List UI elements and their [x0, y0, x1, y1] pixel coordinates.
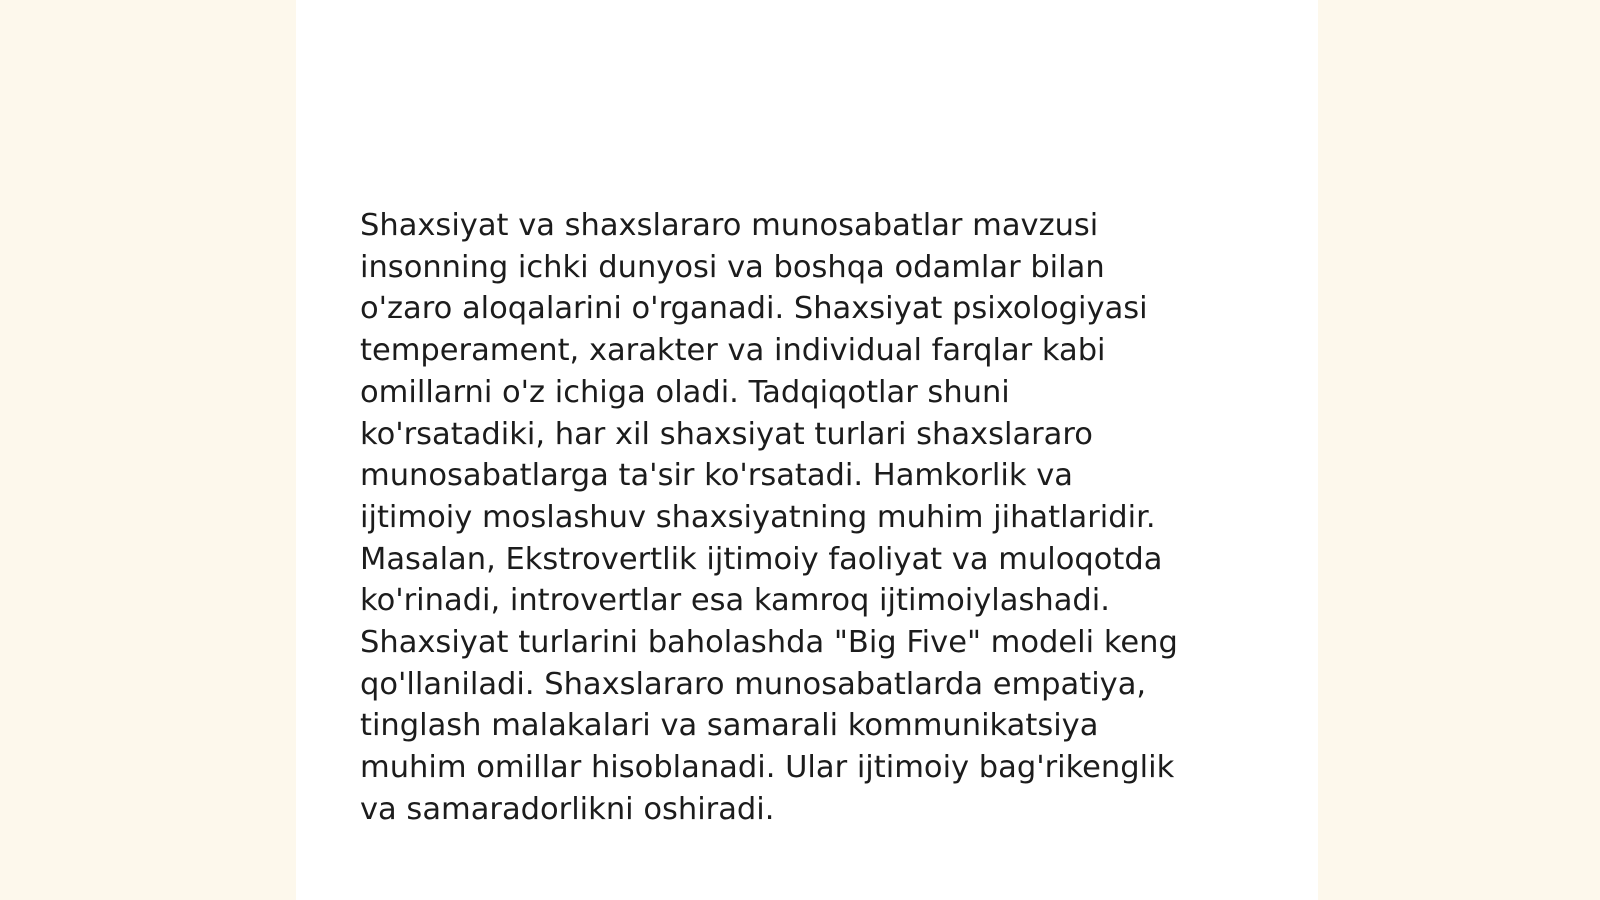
paragraph-line: Shaxsiyat va shaxslararo munosabatlar mavzusi — [360, 208, 1099, 243]
paragraph-line: ko'rsatadiki, har xil shaxsiyat turlari shaxslararo — [360, 416, 1093, 452]
paragraph-line: insonning ichki dunyosi va boshqa odamlar bilan — [360, 249, 1105, 285]
paragraph-line: ijtimoiy moslashuv shaxsiyatning muhim jihatlaridir. — [360, 499, 1156, 535]
paragraph-line: o'zaro aloqalarini o'rganadi. Shaxsiyat psixologiyasi — [360, 291, 1148, 327]
paragraph-line: va samaradorlikni oshiradi. — [360, 791, 775, 827]
paragraph-line: munosabatlarga ta'sir ko'rsatadi. Hamkorlik va — [360, 458, 1073, 494]
paragraph-line: ko'rinadi, introvertlar esa kamroq ijtimoiylashadi. — [360, 583, 1110, 619]
paragraph-line: omillarni o'z ichiga oladi. Tadqiqotlar shuni — [360, 374, 1010, 410]
slide-panel — [296, 0, 1318, 900]
paragraph-line: tinglash malakalari va samarali kommunikatsiya — [360, 708, 1099, 744]
body-paragraph — [360, 205, 1250, 831]
paragraph-line: Shaxsiyat turlarini baholashda "Big Five" modeli keng — [360, 625, 1178, 661]
paragraph-line: muhim omillar hisoblanadi. Ular ijtimoiy bag'rikenglik — [360, 750, 1175, 786]
paragraph-line: Masalan, Ekstrovertlik ijtimoiy faoliyat va muloqotda — [360, 541, 1163, 577]
paragraph-line: temperament, xarakter va individual farqlar kabi — [360, 333, 1106, 369]
paragraph-line: qo'llaniladi. Shaxslararo munosabatlarda empatiya, — [360, 666, 1147, 702]
